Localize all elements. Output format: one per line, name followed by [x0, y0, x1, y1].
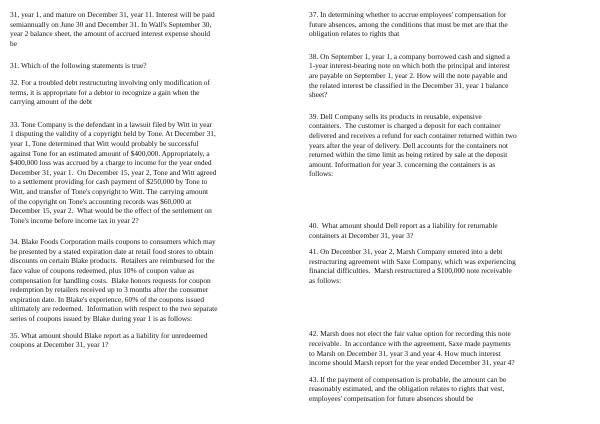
question-35: 35. What amount should Blake report as a liability for unredeemed coupons at December 31, year 1? — [10, 330, 208, 350]
left-column — [10, 10, 280, 357]
question-38: 38. On September 1, year 1, a company borrowed cash and signed a 1-year interest-bearing note on which both the principal and interest are payable on September 1, year 2. How will the note payable and the related interest be classified in the December 31, year 1 balance sheet? — [309, 51, 510, 100]
question-42: 42. Marsh does not elect the fair value option for recording this note receivable. In accordance with the agreement, Saxe made payments to Marsh on December 31, year 3 and year 4. How much interest income should Marsh report for the year ended December 31, year 4? — [309, 329, 515, 368]
question-32: 32. For a troubled debt restructuring involving only modification of terms, it is appropriate for a debtor to recognize a gain when the carrying amount of the debt — [10, 77, 210, 107]
q30-continuation-text: 31, year 1, and mature on December 31, year 11. Interest will be paid semiannually on June 30 and December 31. In Wall's September 30, year 2 balance sheet, the amount of accrued interest expense should be — [10, 10, 215, 48]
question-40: 40. What amount should Dell report as a liability for returnable containers at December 31, year 3? — [309, 220, 498, 240]
question-31: 31. Which of the following statements is true? — [10, 61, 147, 71]
question-43: 43. If the payment of compensation is probable, the amount can be reasonably estimated, and the obligation relates to rights that vest, employees' compensation for future absences should be — [309, 374, 507, 404]
question-37: 37. In determining whether to accrue employees' compensation for future absences, among the conditions that must be met are that the obligation relates to rights that — [309, 10, 508, 39]
question-41: 41. On December 31, year 2, Marsh Company entered into a debt restructuring agreement with Saxe Company, which was experiencing financial difficulties. Marsh restructured a $100,000 note receivable as follows: — [309, 247, 516, 285]
question-39: 39. Dell Company sells its products in reusable, expensive containers. The customer is charged a deposit for each container delivered and receives a refund for each container returned within two years after the year of delivery. Dell accounts for the containers not returned within the time limit as being retired by sale at the deposit amount. Information for year 3. concerning the containers is as follows: — [309, 111, 517, 179]
question-34: 34. Blake Foods Corporation mails coupons to consumers which may be presented by a stated expiration date at retail food stores to obtain discounts on certain Blake products. Retailers are reimbursed for the face value of coupons redeemed, plus 10% of coupon value as compensation for handling costs. Blake honors requests for coupon redemption by retailers received up to 3 months after the consumer expiration date. In Blake's experience, 60% of the coupons issued ultimately are redeemed. Information with respect to the two separate series of coupons issued by Blake during year 1 is as follows: — [10, 237, 218, 324]
right-column — [309, 10, 587, 411]
question-33: 33. Tone Company is the defendant in a lawsuit filed by Witt in year 1 disputing the validity of a copyright held by Tone. At December 31, year 1, Tone determined that Witt would probably be successful against Tone for an estimated amount of $400,000. Appropriately, a $400,000 loss was accrued by a charge to income for the year ended December 31, year 1. On December 15, year 2, Tone and Witt agreed to a settlement providing for cash payment of $250,000 by Tone to Witt, and transfer of Tone's copyright to Witt. The carrying amount of the copyright on Tone's accounting records was $60,000 at December 15, year 2. What would be the effect of the settlement on Tone's income before income tax in year 2? — [10, 119, 217, 225]
